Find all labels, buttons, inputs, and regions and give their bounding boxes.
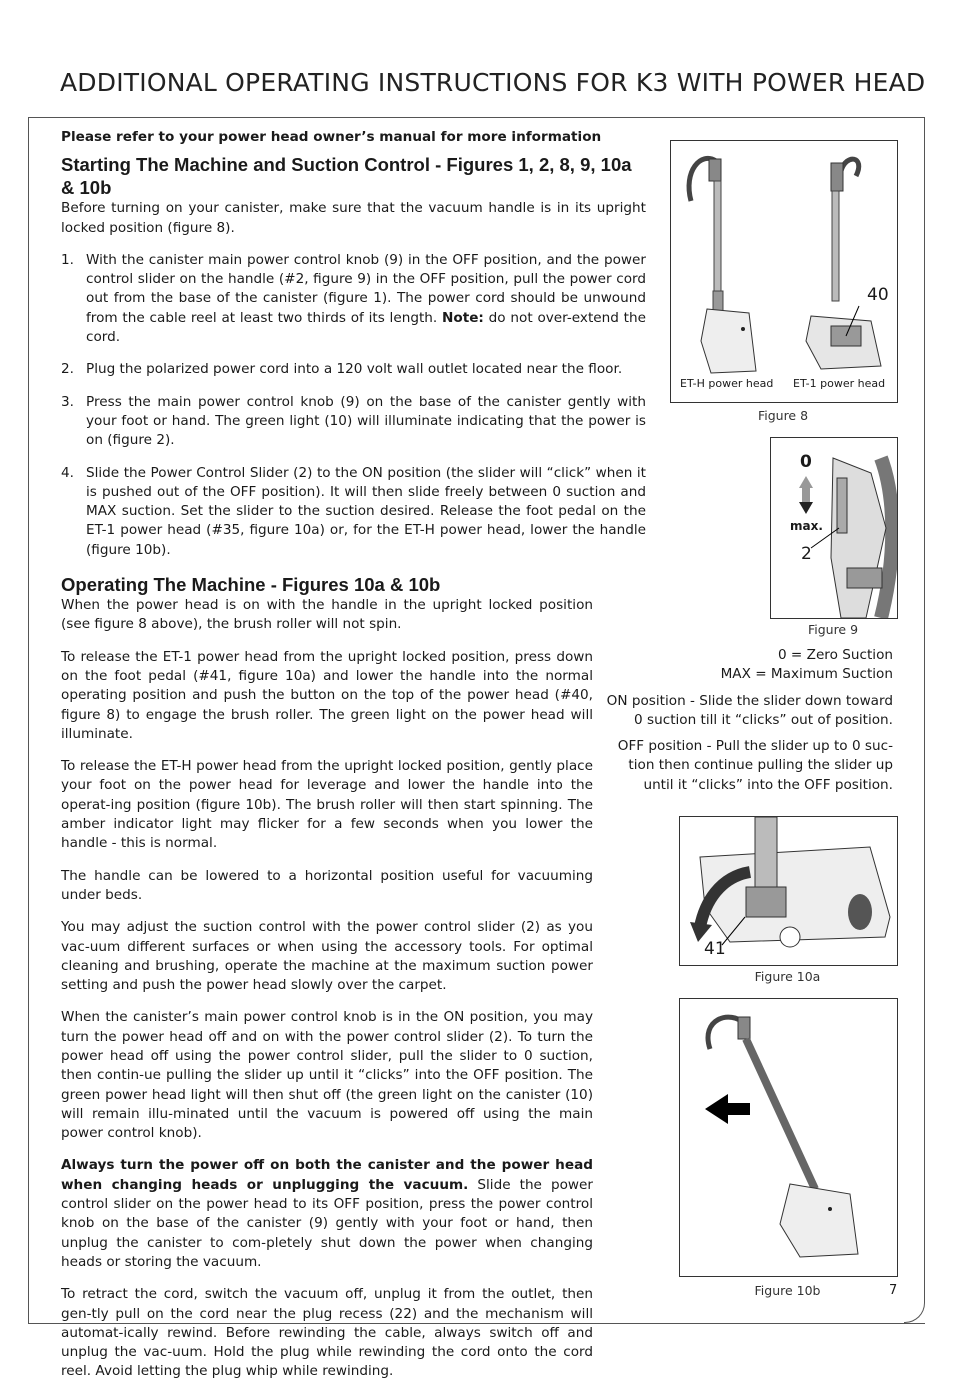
label-zero: 0 [800,452,812,472]
legend-zero: 0 = Zero Suction [777,647,893,663]
paragraph: You may adjust the suction control with the power control slider (2) as you vac-uum different surfaces or when using the accessory tools. For optimal cleaning and brushing, operate the machine at the maximum suction power setting and push the power head slowly over the carpet. [61,919,593,994]
legend-on: ON position - Slide the slider down toward 0 suction till it “clicks” out of position. [606,692,893,728]
step-text: With the canister main power control knob (9) in the OFF position, and the power control slider on the handle (#2, figure 9) in the OFF position, pull the power cord out from the base of the canister (figure 1). The power cord should be unwound from the cable reel at least two thirds of its length. [86,251,646,326]
callout-2: 2 [801,544,812,564]
step-number: 1. [61,251,74,268]
step-1 [61,251,646,347]
figure-8-illustration [671,141,897,402]
label-et-1: ET-1 power head [793,377,886,390]
paragraph-warning [61,1156,593,1272]
step-text: Plug the polarized power cord into a 120 volt wall outlet located near the floor. [86,361,623,378]
section1-heading: Starting The Machine and Suction Control - Figures 1, 2, 8, 9, 10a & 10b [61,154,632,199]
figure-10b-illustration [680,999,897,1276]
step-number: 2. [61,361,74,378]
paragraph: To release the ET-H power head from the upright locked position, gently place your foot on the power head for leverage and lower the handle into the operat-ing position (figure 10b). The brush roller will then start spinning. The amber indicator light may flicker for a few seconds when you lower the handle - this is normal. [61,758,593,852]
step-number: 4. [61,464,74,481]
figure-9 [770,437,898,619]
step-number: 3. [61,393,74,410]
figure-9-caption: Figure 9 [807,622,859,637]
figure-10a [679,816,898,966]
paragraph: To retract the cord, switch the vacuum off, unplug it from the outlet, then gen-tly pull on the cord near the plug recess (22) and the mechanism will automat-ically rewind. Before rewinding the cable, always switch off and unplug the vac-uum. Hold the plug while rewinding the cord onto the cord reel. Avoid letting the plug whip while rewinding. [61,1286,593,1380]
step-3 [61,393,646,451]
figure-8-caption: Figure 8 [757,408,809,423]
paragraph: When the canister’s main power control knob is in the ON position, you may turn the power head off and on with the power control slider (2). To turn the power head off using the power control slider, pull the slider to 0 suction, then contin-ue pulling the slider up until it “clicks” into the OFF position. The green power head light will then shut off (the green light on the canister (10) will remain illu-minated until the vacuum is powered off using the main power control knob). [61,1009,593,1142]
paragraph: When the power head is on with the handle in the upright locked position (see figure 8 above), the brush roller will not spin. [61,597,593,633]
label-et-h: ET-H power head [680,377,774,390]
figure-10b [679,998,898,1277]
suction-legend [604,646,893,802]
section2-heading: Operating The Machine - Figures 10a & 10b [61,574,441,596]
warning-rest: Slide the power control slider on the power head to its OFF position, press the power control knob on the base of the canister (9) gently with your foot or hand, then unplug the canister to com-pletely shut down the power when changing heads or storing the vacuum. [61,1176,593,1270]
step-text: Press the main power control knob (9) on the base of the canister gently with your foot or hand. The green light (10) will illuminate indicating that the power is on (figure 2). [86,393,646,449]
note-text: do not over-extend the cord. [86,309,646,346]
warning-text: Always turn the power off on both the canister and the power head when changing heads or unplugging the vacuum. [61,1157,593,1193]
page-number: 7 [889,1283,898,1298]
frame-right-edge [924,117,925,1302]
figure-8 [670,140,898,403]
step-text: Slide the Power Control Slider (2) to the ON position (the slider will “click” when it is pushed out of the OFF position). It will then slide freely between 0 suction and MAX suction. Set the slider to the suction desired. Release the foot pedal on the ET-1 power head (#35, figure 10a) or, for the ET-H power head, lower the handle (figure 10b). [86,464,646,558]
legend-max: MAX = Maximum Suction [720,666,893,683]
section2-body [61,596,593,1382]
reference-note: Please refer to your power head owner’s manual for more information [61,129,602,145]
label-max: max. [790,519,823,533]
note-label: Note: [442,309,484,326]
paragraph: The handle can be lowered to a horizontal position useful for vacuuming under beds. [61,867,593,903]
figure-10a-caption: Figure 10a [754,969,821,984]
steps-list [61,251,646,560]
callout-41: 41 [704,939,726,959]
figure-10b-caption: Figure 10b [754,1283,821,1298]
step-4 [61,464,646,560]
legend-off: OFF position - Pull the slider up to 0 suc-tion then continue pulling the slider up until it “clicks” into the OFF position. [617,738,893,793]
callout-40: 40 [867,285,889,305]
step-2 [61,360,646,379]
paragraph: To release the ET-1 power head from the upright locked position, press down on the foot pedal (#41, figure 10a) and lower the handle into the normal operating position and push the button on the top of the power head (#40, figure 8) to engage the brush roller. The green light on the power head will illuminate. [61,648,593,742]
section1-intro: Before turning on your canister, make sure that the vacuum handle is in its upright locked position (figure 8). [61,200,646,236]
left-column [61,128,646,1395]
page-title: ADDITIONAL OPERATING INSTRUCTIONS FOR K3 WITH POWER HEAD [60,68,926,97]
